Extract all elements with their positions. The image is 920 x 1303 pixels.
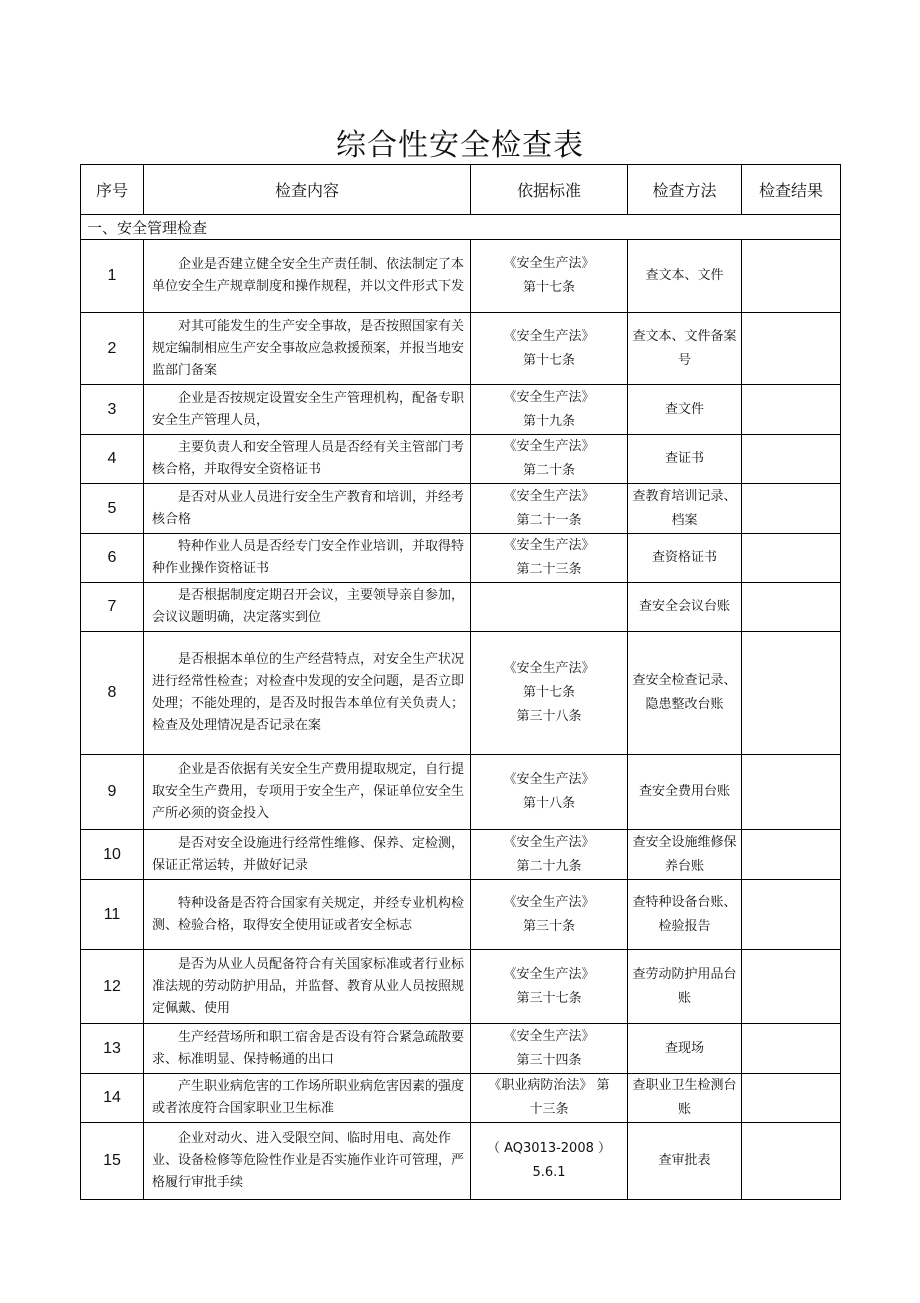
row-basis xyxy=(471,435,628,484)
row-content xyxy=(144,313,471,385)
section-title: 一、安全管理检查 xyxy=(81,215,841,240)
row-basis xyxy=(471,755,628,830)
row-content-text: 企业是否建立健全安全生产责任制、依法制定了本单位安全生产规章制度和操作规程，并以文件形式下发 xyxy=(152,257,465,294)
basis-line: 《安全生产法》 xyxy=(503,328,595,344)
row-method: 查文本、文件 xyxy=(628,240,742,313)
table-row xyxy=(81,534,841,583)
basis-line: 5.6.1 xyxy=(532,1165,566,1180)
row-number: 3 xyxy=(81,385,144,435)
row-result[interactable] xyxy=(742,240,841,313)
header-content: 检查内容 xyxy=(144,165,471,215)
row-basis xyxy=(471,534,628,583)
row-number: 10 xyxy=(81,830,144,880)
row-method: 查资格证书 xyxy=(628,534,742,583)
basis-line: 《安全生产法》 xyxy=(503,966,595,982)
row-number: 15 xyxy=(81,1123,144,1200)
table-row xyxy=(81,313,841,385)
basis-line: 《安全生产法》 xyxy=(503,772,595,787)
basis-line: 《安全生产法》 xyxy=(503,389,595,405)
row-number: 4 xyxy=(81,435,144,484)
row-content xyxy=(144,484,471,534)
row-method: 查安全会议台账 xyxy=(628,583,742,632)
basis-line: 第三十四条 xyxy=(516,1052,582,1068)
table-row xyxy=(81,1123,841,1200)
row-basis xyxy=(471,880,628,950)
row-basis xyxy=(471,240,628,313)
row-method: 查安全设施维修保养台账 xyxy=(628,830,742,880)
basis-line: 第十七条 xyxy=(522,352,575,368)
row-number: 9 xyxy=(81,755,144,830)
table-row xyxy=(81,755,841,830)
row-result[interactable] xyxy=(742,385,841,435)
row-basis xyxy=(471,1024,628,1074)
row-content-text: 是否根据本单位的生产经营特点，对安全生产状况进行经常性检查；对检查中发现的安全问题，是否立即处理；不能处理的，是否及时报告本单位有关负责人；检查及处理情况是否记录在案 xyxy=(152,652,465,733)
basis-line: 第三十八条 xyxy=(516,709,582,724)
row-result[interactable] xyxy=(742,534,841,583)
row-content-text: 特种设备是否符合国家有关规定，并经专业机构检测、检验合格，取得安全使用证或者安全标志 xyxy=(152,895,465,933)
row-result[interactable] xyxy=(742,632,841,755)
row-content-text: 对其可能发生的生产安全事故，是否按照国家有关规定编制相应生产安全事故应急救援预案，并报当地安监部门备案 xyxy=(152,318,465,378)
row-content xyxy=(144,755,471,830)
basis-line: 第三十七条 xyxy=(516,990,582,1006)
row-method: 查职业卫生检测台账 xyxy=(628,1074,742,1123)
row-content-text: 企业对动火、进入受限空间、临时用电、高处作业、设备检修等危险性作业是否实施作业许可管理，严格履行审批手续 xyxy=(152,1131,465,1190)
basis-line: 《职业病防治法》 第 xyxy=(488,1078,610,1093)
row-result[interactable] xyxy=(742,484,841,534)
row-content xyxy=(144,583,471,632)
table-row xyxy=(81,385,841,435)
table-row xyxy=(81,632,841,755)
row-number: 12 xyxy=(81,950,144,1024)
row-number: 5 xyxy=(81,484,144,534)
table-row xyxy=(81,1074,841,1123)
row-result[interactable] xyxy=(742,435,841,484)
basis-line: 第十八条 xyxy=(522,796,575,811)
row-number: 6 xyxy=(81,534,144,583)
table-row xyxy=(81,435,841,484)
row-basis xyxy=(471,313,628,385)
row-content-text: 是否对从业人员进行安全生产教育和培训，并经考核合格 xyxy=(152,489,465,527)
row-content xyxy=(144,830,471,880)
row-result[interactable] xyxy=(742,1024,841,1074)
basis-line: 第十九条 xyxy=(522,413,575,429)
row-content xyxy=(144,632,471,755)
header-basis: 依据标准 xyxy=(471,165,628,215)
row-content-text: 企业是否按规定设置安全生产管理机构，配备专职安全生产管理人员， xyxy=(152,390,465,428)
header-row xyxy=(81,165,841,215)
row-result[interactable] xyxy=(742,1074,841,1123)
row-content-text: 产生职业病危害的工作场所职业病危害因素的强度或者浓度符合国家职业卫生标准 xyxy=(152,1079,465,1116)
row-content-text: 特种作业人员是否经专门安全作业培训，并取得特种作业操作资格证书 xyxy=(152,539,465,576)
table-row xyxy=(81,880,841,950)
row-result[interactable] xyxy=(742,755,841,830)
row-result[interactable] xyxy=(742,313,841,385)
basis-line: 《安全生产法》 xyxy=(503,439,595,454)
basis-line: 第十七条 xyxy=(522,685,575,700)
basis-line: 第二十条 xyxy=(522,463,575,478)
row-content-text: 是否为从业人员配备符合有关国家标准或者行业标准法规的劳动防护用品，并监督、教育从业人员按照规定佩戴、使用 xyxy=(152,956,465,1016)
basis-line: 《安全生产法》 xyxy=(503,1028,595,1044)
row-method: 查证书 xyxy=(628,435,742,484)
row-result[interactable] xyxy=(742,950,841,1024)
table-row xyxy=(81,830,841,880)
row-basis xyxy=(471,385,628,435)
row-basis xyxy=(471,830,628,880)
table-row xyxy=(81,240,841,313)
row-basis xyxy=(471,632,628,755)
row-method: 查特种设备台账、检验报告 xyxy=(628,880,742,950)
row-content xyxy=(144,1123,471,1200)
row-method: 查安全检查记录、隐患整改台账 xyxy=(628,632,742,755)
header-method: 检查方法 xyxy=(628,165,742,215)
table-row xyxy=(81,1024,841,1074)
basis-line: 《安全生产法》 xyxy=(503,661,595,676)
row-basis xyxy=(471,1074,628,1123)
basis-line: 《安全生产法》 xyxy=(503,834,595,850)
row-method: 查安全费用台账 xyxy=(628,755,742,830)
row-content xyxy=(144,385,471,435)
row-content-text: 是否对安全设施进行经常性维修、保养、定检测，保证正常运转，并做好记录 xyxy=(152,835,465,873)
basis-line: 《安全生产法》 xyxy=(503,894,595,910)
row-content xyxy=(144,950,471,1024)
row-method: 查文件 xyxy=(628,385,742,435)
row-content xyxy=(144,1024,471,1074)
header-no: 序号 xyxy=(81,165,144,215)
row-content xyxy=(144,1074,471,1123)
row-method: 查文本、文件备案号 xyxy=(628,313,742,385)
row-method: 查现场 xyxy=(628,1024,742,1074)
basis-line: 第二十九条 xyxy=(516,858,582,874)
row-number: 11 xyxy=(81,880,144,950)
row-content-text: 企业是否依据有关安全生产费用提取规定，自行提取安全生产费用，专项用于安全生产，保证单位安全生产所必须的资金投入 xyxy=(152,762,465,821)
basis-line: （ AQ3013-2008 ） xyxy=(486,1141,612,1156)
basis-line: 第二十三条 xyxy=(516,562,582,577)
row-number: 8 xyxy=(81,632,144,755)
row-result[interactable] xyxy=(742,880,841,950)
row-method: 查教育培训记录、档案 xyxy=(628,484,742,534)
row-content xyxy=(144,240,471,313)
row-number: 14 xyxy=(81,1074,144,1123)
row-result[interactable] xyxy=(742,830,841,880)
row-number: 13 xyxy=(81,1024,144,1074)
section-row xyxy=(81,215,841,240)
row-basis xyxy=(471,1123,628,1200)
page-title: 综合性安全检查表 xyxy=(336,128,584,163)
row-content xyxy=(144,880,471,950)
row-method: 查审批表 xyxy=(628,1123,742,1200)
row-number: 7 xyxy=(81,583,144,632)
inspection-table xyxy=(80,164,841,1200)
row-content xyxy=(144,435,471,484)
row-result[interactable] xyxy=(742,1123,841,1200)
header-result: 检查结果 xyxy=(742,165,841,215)
row-basis xyxy=(471,484,628,534)
row-number: 1 xyxy=(81,240,144,313)
row-content xyxy=(144,534,471,583)
basis-line: 第二十一条 xyxy=(516,512,582,528)
basis-line: 十三条 xyxy=(529,1102,569,1117)
basis-line: 第三十条 xyxy=(522,918,575,934)
row-basis xyxy=(471,583,628,632)
basis-line: 第十七条 xyxy=(522,280,575,295)
basis-line: 《安全生产法》 xyxy=(503,488,595,504)
table-row xyxy=(81,484,841,534)
table-row xyxy=(81,583,841,632)
row-content-text: 是否根据制度定期召开会议，主要领导亲自参加，会议议题明确，决定落实到位 xyxy=(152,588,465,625)
row-number: 2 xyxy=(81,313,144,385)
basis-line: 《安全生产法》 xyxy=(503,256,595,271)
row-content-text: 主要负责人和安全管理人员是否经有关主管部门考核合格，并取得安全资格证书 xyxy=(152,440,465,477)
row-method: 查劳动防护用品台账 xyxy=(628,950,742,1024)
row-basis xyxy=(471,950,628,1024)
row-result[interactable] xyxy=(742,583,841,632)
basis-line: 《安全生产法》 xyxy=(503,538,595,553)
row-content-text: 生产经营场所和职工宿舍是否设有符合紧急疏散要求、标准明显、保持畅通的出口 xyxy=(152,1029,465,1067)
table-row xyxy=(81,950,841,1024)
